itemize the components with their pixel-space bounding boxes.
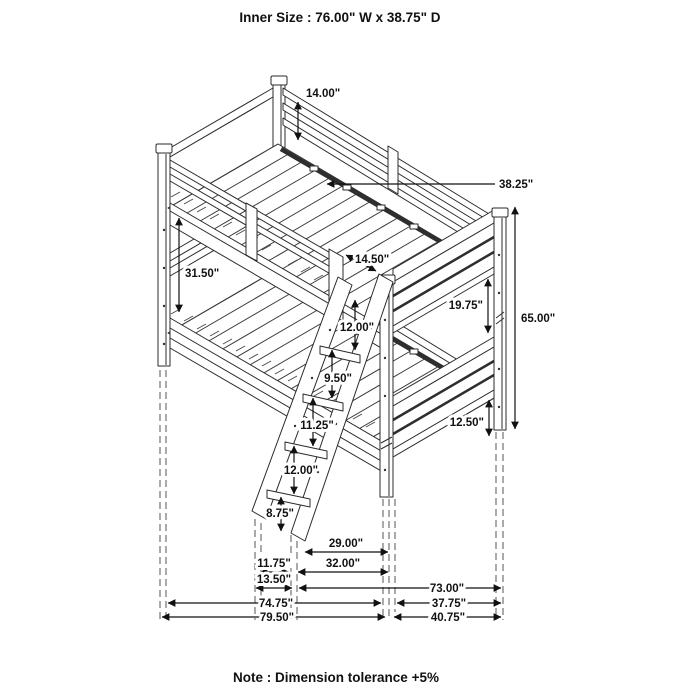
page-title: Inner Size : 76.00" W x 38.75" D [239,10,441,25]
dim-ladder-foot-depth [256,574,292,588]
dim-label: 40.75" [430,612,466,624]
dim-label: 32.00" [325,558,361,570]
dim-ladder-foot-offset [257,558,291,572]
dim-label: 11.25" [300,420,334,432]
dim-label: 38.25" [499,179,534,191]
ladder-rung-4 [267,490,310,507]
dim-label: 13.50" [256,574,292,586]
dim-label: 19.75" [448,300,483,312]
dim-overall-depth [394,612,501,624]
dim-label: 31.50" [185,268,220,280]
dim-bed-length-inner [299,583,501,595]
dim-label: 9.50" [324,373,352,385]
dim-ladder-base-run [305,538,388,552]
dim-ladder-span [298,558,388,572]
dim-label: 14.00" [306,88,341,100]
dim-label: 79.50" [259,612,295,624]
dim-label: 12.00" [339,322,375,334]
guard-mid-post [246,203,257,261]
dim-bed-depth-inner [397,598,501,610]
dim-overall-height [515,207,555,429]
dim-label: 12.00" [283,465,319,477]
tolerance-note: Note : Dimension tolerance +5% [233,670,439,685]
dim-label: 12.50" [449,417,484,429]
right-post [492,208,508,430]
dim-label: 14.50" [355,254,390,266]
dim-label: 65.00" [521,313,556,325]
dim-label: 74.75" [258,598,294,610]
dim-label: 8.75" [266,508,294,520]
dim-overall-length [162,612,385,624]
far-guard-support-post [388,146,398,194]
dim-bed-length-with-post [168,598,381,610]
dim-label: 73.00" [429,583,465,595]
dim-label: 37.75" [431,598,467,610]
dim-label: 29.00" [328,538,364,550]
dim-label: 11.75" [257,558,291,570]
